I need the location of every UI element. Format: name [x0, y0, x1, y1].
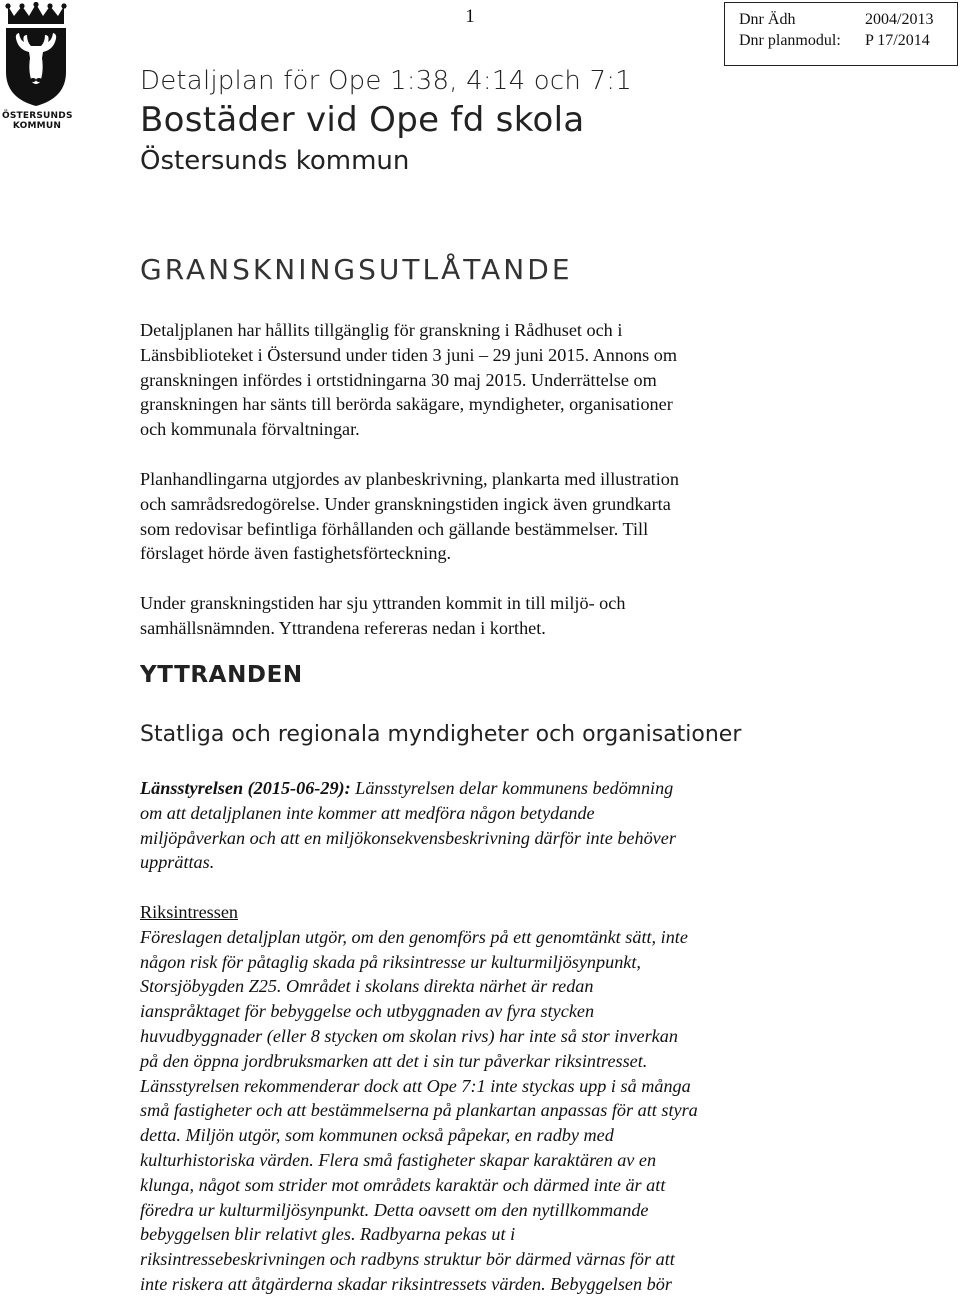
text-line: bebyggelsen blir relativt gles. Radbyarna pekas ut i — [140, 1224, 516, 1245]
reference-number-box — [724, 2, 958, 66]
intro-paragraph — [140, 318, 820, 442]
text-line: granskningen infördes i ortstidningarna 30 maj 2015. Underrättelse om — [140, 369, 657, 390]
riksintressen-section — [140, 900, 820, 1297]
text-line: och samrådsredogörelse. Under granskningstiden ingick även grundkarta — [140, 493, 671, 514]
text-line: Planhandlingarna utgjordes av planbeskrivning, plankarta med illustration — [140, 469, 679, 489]
text-line: Detaljplanen har hållits tillgänglig för granskning i Rådhuset och i — [140, 320, 623, 340]
text-line: Föreslagen detaljplan utgör, om den genomförs på ett genomtänkt sätt, inte — [140, 926, 688, 947]
text-line: detta. Miljön utgör, som kommunen också påpekar, en radby med — [140, 1125, 614, 1146]
text-line: huvudbyggnader (eller 8 stycken om skolan rivs) har inte så stor inverkan — [140, 1025, 678, 1046]
municipality-logo — [2, 2, 73, 131]
page-number: 1 — [465, 6, 475, 27]
documents-paragraph — [140, 467, 820, 566]
dnr-label: Dnr planmodul: — [739, 32, 841, 49]
text-line: Länsstyrelsen delar kommunens bedömning — [350, 778, 674, 798]
yttranden-heading: YTTRANDEN — [140, 662, 303, 688]
text-line: Länsbiblioteket i Östersund under tiden 3 juni – 29 juni 2015. Annons om — [140, 344, 677, 365]
text-line: klunga, något som strider mot områdets karaktär och därmed inte är att — [140, 1174, 666, 1195]
text-line: om att detaljplanen inte kommer att medföra någon betydande — [140, 802, 595, 823]
text-line: föredra ur kulturmiljösynpunkt. Detta oavsett om den nytillkommande — [140, 1199, 649, 1220]
text-line: upprättas. — [140, 852, 215, 873]
riksintressen-heading: Riksintressen — [140, 902, 239, 922]
dnr-row-planmodul — [739, 30, 957, 51]
sub-heading: Statliga och regionala myndigheter och organisationer — [140, 722, 742, 747]
text-line: riksintressebeskrivningen och radbyns struktur bör därmed värnas för att — [140, 1249, 675, 1270]
dnr-value: P 17/2014 — [865, 32, 930, 49]
text-line: på den öppna jordbruksmarken att det i sin tur påverkar riksintresset. — [140, 1050, 648, 1071]
text-line: små fastigheter och att bestämmelserna på plankartan anpassas för att styra — [140, 1100, 698, 1121]
text-line: som redovisar befintliga förhållanden och gällande bestämmelser. Till — [140, 518, 649, 539]
text-line: inte riskera att åtgärderna skadar riksintressets värden. Bebyggelsen bör — [140, 1273, 672, 1294]
text-line: förslaget hörde även fastighetsförteckning. — [140, 543, 452, 564]
dnr-value: 2004/2013 — [865, 11, 934, 28]
text-line: granskningen har sänts till berörda sakägare, myndigheter, organisationer — [140, 394, 673, 415]
section-heading: GRANSKNINGSUTLÅTANDE — [140, 253, 573, 286]
text-line: ianspråktaget för bebyggelse och utbyggnaden av fyra stycken — [140, 1001, 595, 1022]
municipality-name: Östersunds kommun — [140, 146, 410, 176]
document-subtitle: Bostäder vid Ope fd skola — [140, 100, 585, 140]
lansstyrelsen-statement — [140, 776, 820, 875]
dnr-label: Dnr Ädh — [739, 11, 796, 28]
text-line: samhällsnämnden. Yttrandena refereras nedan i korthet. — [140, 617, 546, 638]
logo-text — [2, 111, 72, 131]
text-line: kulturhistoriska värden. Flera små fastigheter skapar karaktären av en — [140, 1149, 657, 1170]
logo-line-2: KOMMUN — [12, 121, 62, 131]
text-line: Länsstyrelsen rekommenderar dock att Ope 7:1 inte styckas upp i så många — [140, 1075, 691, 1096]
moose-crest-icon — [2, 2, 70, 110]
text-line: miljöpåverkan och att en miljökonsekvensbeskrivning därför inte behöver — [140, 827, 676, 848]
statement-label: Länsstyrelsen (2015-06-29): — [140, 778, 351, 798]
logo-line-1: ÖSTERSUNDS — [2, 111, 73, 121]
text-line: Under granskningstiden har sju yttranden kommit in till miljö- och — [140, 593, 626, 613]
text-line: och kommunala förvaltningar. — [140, 419, 360, 440]
document-title: Detaljplan för Ope 1:38, 4:14 och 7:1 — [140, 66, 632, 96]
dnr-row-adh — [739, 9, 957, 30]
text-line: någon risk för påtaglig skada på riksintresse ur kulturmiljösynpunkt, — [140, 951, 641, 972]
summary-paragraph — [140, 591, 820, 641]
text-line: Storsjöbygden Z25. Området i skolans direkta närhet är redan — [140, 976, 594, 997]
